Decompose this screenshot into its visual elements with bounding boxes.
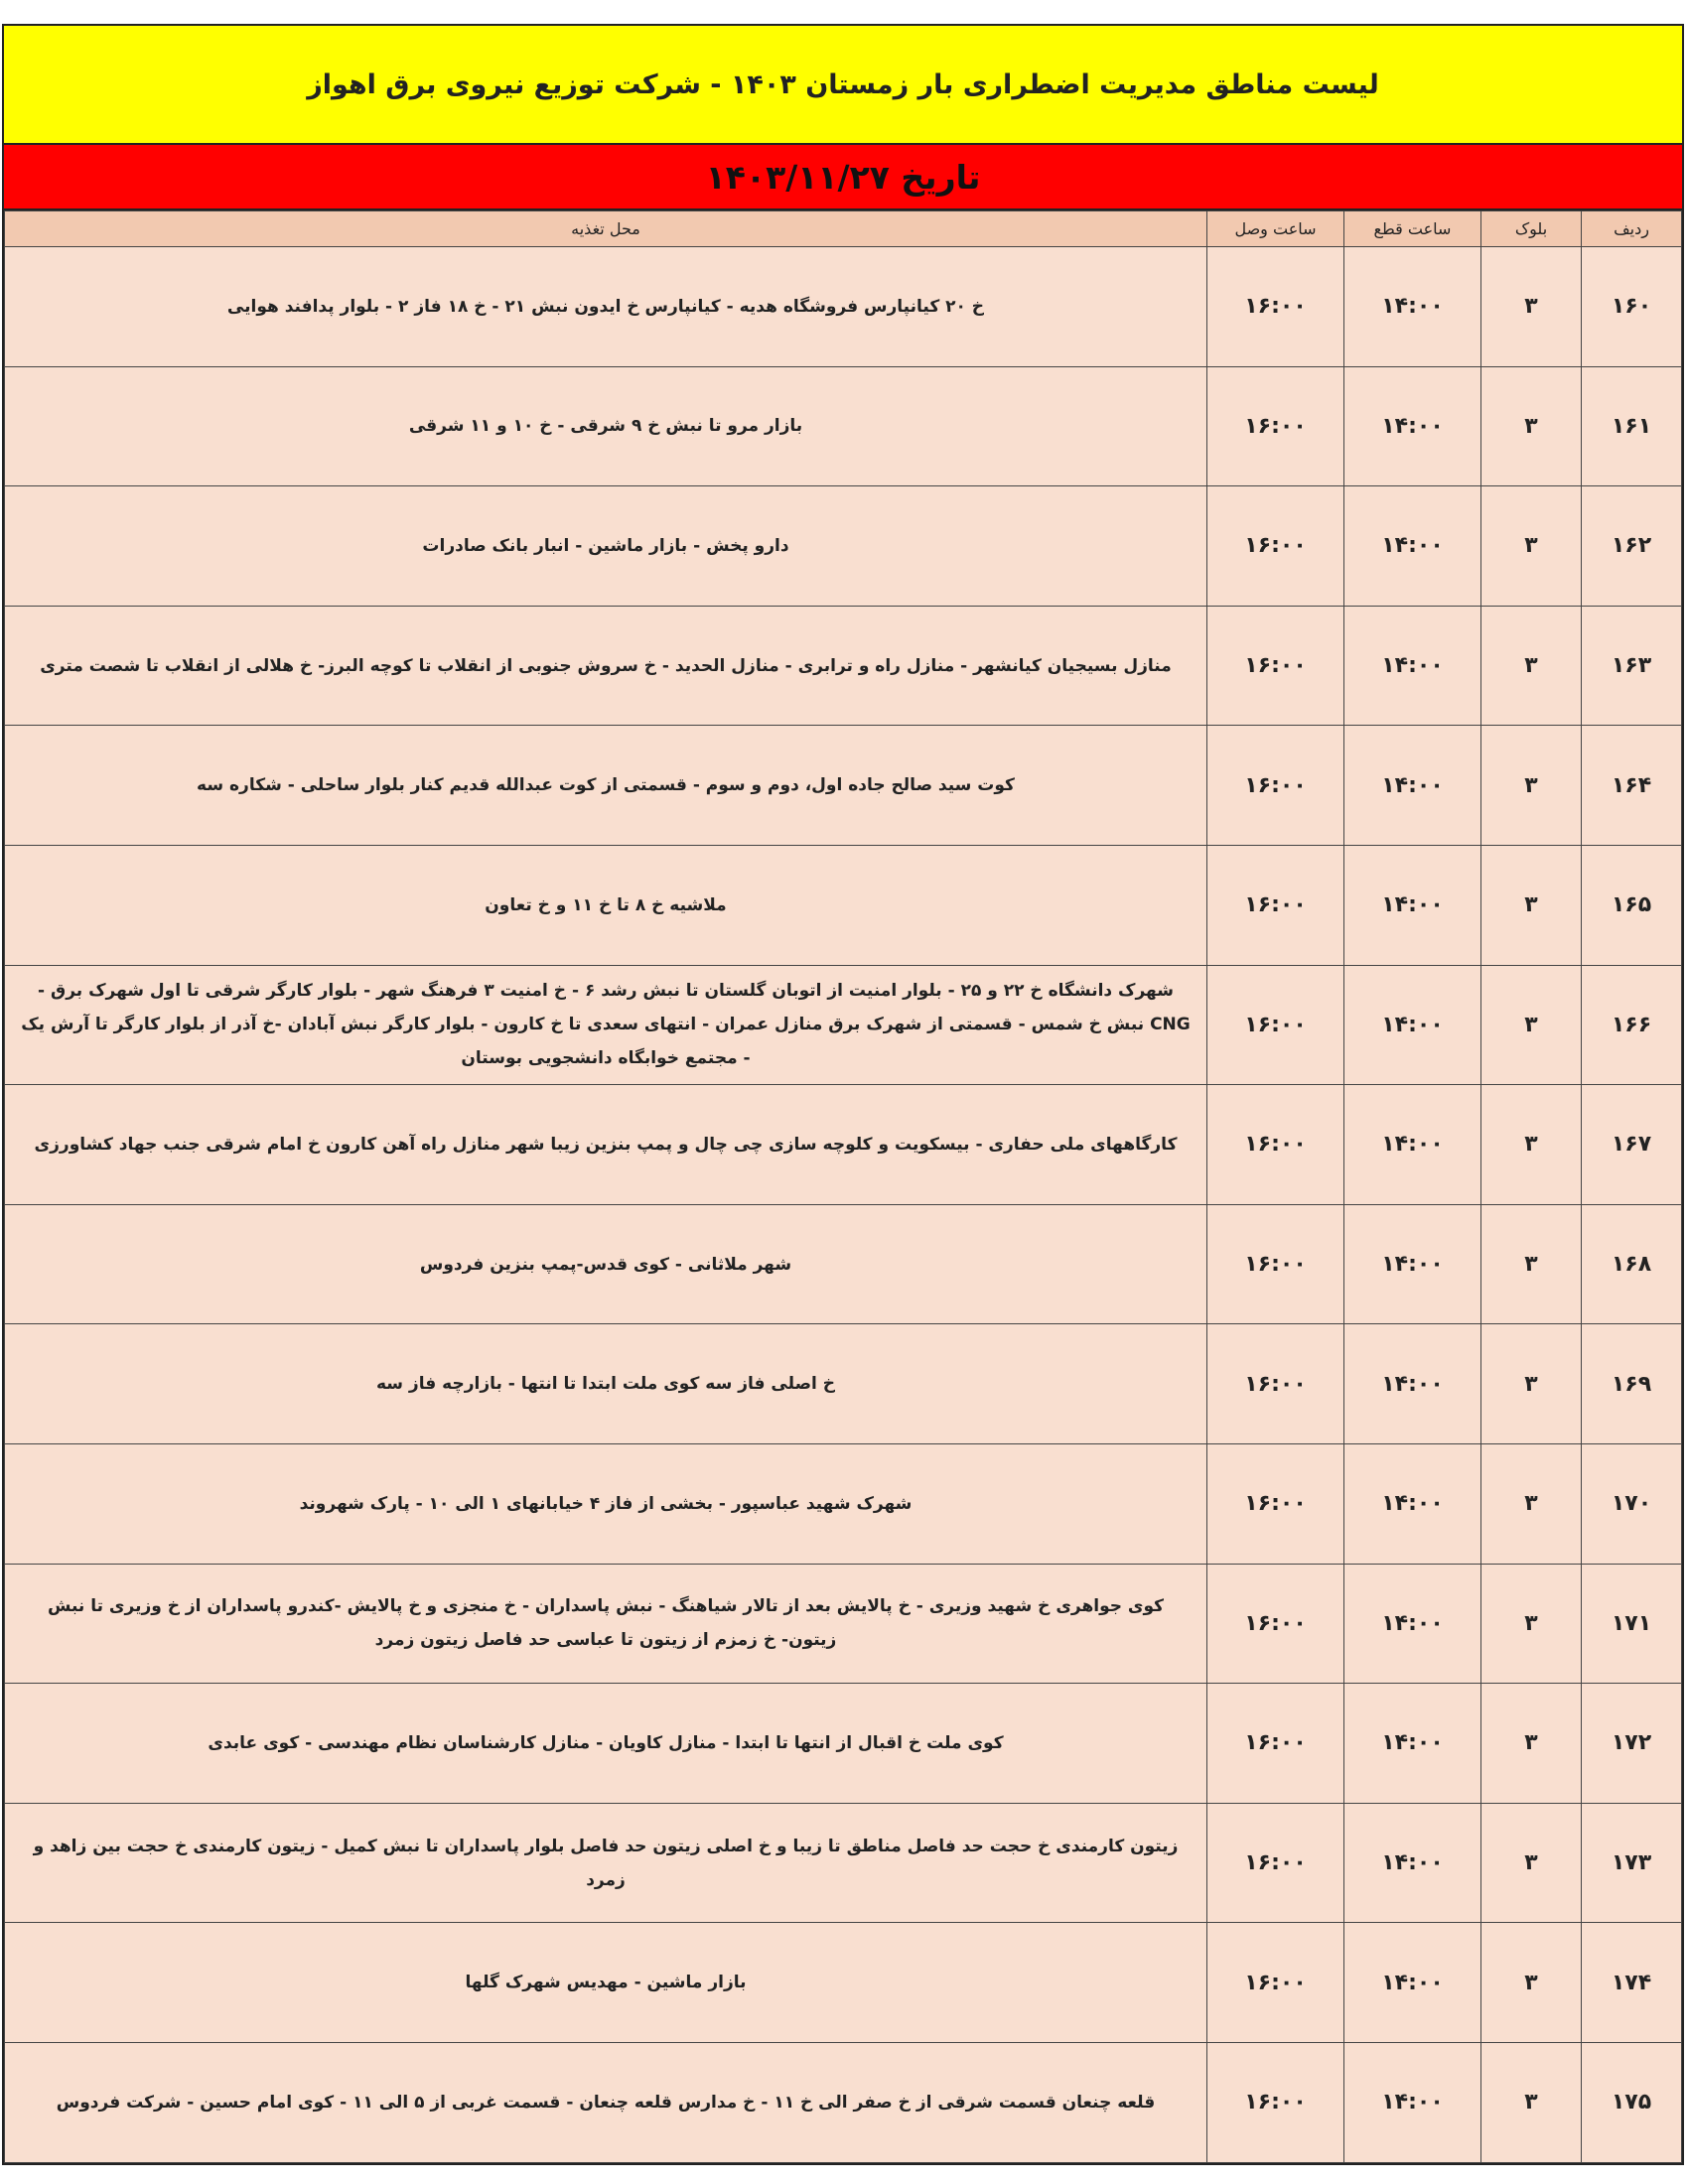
feed-location: کارگاههای ملی حفاری - بیسکویت و کلوچه سازی چی چال و پمپ بنزین زیبا شهر منازل راه آهن کارون خ امام شرقی جنب جهاد کشاورزی [5,1085,1207,1205]
table-row [5,1324,1682,1444]
connect-time: ۱۶:۰۰ [1207,1923,1344,2043]
connect-time: ۱۶:۰۰ [1207,1564,1344,1684]
feed-location: زیتون کارمندی خ حجت حد فاصل مناطق تا زیبا و خ اصلی زیتون حد فاصل بلوار پاسداران تا نبش کمیل - زیتون کارمندی خ حجت بین زاهد و زمرد [5,1803,1207,1923]
block-number: ۳ [1481,1324,1582,1444]
feed-location: ملاشیه خ ۸ تا خ ۱۱ و خ تعاون [5,845,1207,965]
row-number: ۱۶۷ [1582,1085,1682,1205]
column-header-location: محل تغذیه [5,211,1207,247]
block-number: ۳ [1481,1204,1582,1324]
table-row [5,1684,1682,1804]
cut-time: ۱۴:۰۰ [1344,965,1481,1085]
page-title: لیست مناطق مدیریت اضطراری بار زمستان ۱۴۰۳ - شرکت توزیع نیروی برق اهواز [4,26,1682,145]
row-number: ۱۷۵ [1582,2042,1682,2162]
row-number: ۱۶۱ [1582,366,1682,486]
row-number: ۱۷۲ [1582,1684,1682,1804]
row-number: ۱۷۱ [1582,1564,1682,1684]
connect-time: ۱۶:۰۰ [1207,247,1344,367]
column-header-row: ردیف [1582,211,1682,247]
table-row [5,726,1682,846]
cut-time: ۱۴:۰۰ [1344,606,1481,726]
connect-time: ۱۶:۰۰ [1207,486,1344,607]
cut-time: ۱۴:۰۰ [1344,2042,1481,2162]
row-number: ۱۶۸ [1582,1204,1682,1324]
feed-location: کوی ملت خ اقبال از انتها تا ابتدا - منازل کاویان - منازل کارشناسان نظام مهندسی - کوی عابدی [5,1684,1207,1804]
connect-time: ۱۶:۰۰ [1207,2042,1344,2162]
block-number: ۳ [1481,486,1582,607]
row-number: ۱۶۶ [1582,965,1682,1085]
row-number: ۱۶۵ [1582,845,1682,965]
column-header-connect-time: ساعت وصل [1207,211,1344,247]
block-number: ۳ [1481,1443,1582,1564]
feed-location: کوت سید صالح جاده اول، دوم و سوم - قسمتی از کوت عبدالله قدیم کنار بلوار ساحلی - شکاره سه [5,726,1207,846]
feed-location: شهرک دانشگاه خ ۲۲ و ۲۵ - بلوار امنیت از اتوبان گلستان تا نبش رشد ۶ - خ امنیت ۳ فرهنگ شهر - بلوار کارگر شرقی تا اول شهرک برق - CNG نبش خ شمس - قسمتی از شهرک برق منازل عمران - انتهای سعدی تا خ کارون - بلوار کارگر نبش آبادان -خ آذر از بلوار کارگر تا آرش یک - مجتمع خوابگاه دانشجویی بوستان [5,965,1207,1085]
feed-location: شهرک شهید عباسپور - بخشی از فاز ۴ خیابانهای ۱ الی ۱۰ - پارک شهروند [5,1443,1207,1564]
connect-time: ۱۶:۰۰ [1207,1803,1344,1923]
cut-time: ۱۴:۰۰ [1344,486,1481,607]
feed-location: بازار ماشین - مهدیس شهرک گلها [5,1923,1207,2043]
block-number: ۳ [1481,247,1582,367]
feed-location: خ اصلی فاز سه کوی ملت ابتدا تا انتها - بازارچه فاز سه [5,1324,1207,1444]
feed-location: دارو پخش - بازار ماشین - انبار بانک صادرات [5,486,1207,607]
table-row [5,247,1682,367]
block-number: ۳ [1481,2042,1582,2162]
cut-time: ۱۴:۰۰ [1344,366,1481,486]
row-number: ۱۶۳ [1582,606,1682,726]
cut-time: ۱۴:۰۰ [1344,1803,1481,1923]
table-body [5,247,1682,2163]
connect-time: ۱۶:۰۰ [1207,1684,1344,1804]
feed-location: شهر ملاثانی - کوی قدس-پمپ بنزین فردوس [5,1204,1207,1324]
cut-time: ۱۴:۰۰ [1344,1204,1481,1324]
table-header-row [5,211,1682,247]
cut-time: ۱۴:۰۰ [1344,845,1481,965]
cut-time: ۱۴:۰۰ [1344,1684,1481,1804]
table-row [5,1085,1682,1205]
table-row [5,1803,1682,1923]
table-row [5,845,1682,965]
row-number: ۱۶۴ [1582,726,1682,846]
feed-location: بازار مرو تا نبش خ ۹ شرقی - خ ۱۰ و ۱۱ شرقی [5,366,1207,486]
connect-time: ۱۶:۰۰ [1207,845,1344,965]
cut-time: ۱۴:۰۰ [1344,1443,1481,1564]
outage-table [4,210,1682,2163]
connect-time: ۱۶:۰۰ [1207,1324,1344,1444]
block-number: ۳ [1481,1684,1582,1804]
cut-time: ۱۴:۰۰ [1344,726,1481,846]
column-header-block: بلوک [1481,211,1582,247]
connect-time: ۱۶:۰۰ [1207,606,1344,726]
table-row [5,1443,1682,1564]
connect-time: ۱۶:۰۰ [1207,1204,1344,1324]
feed-location: کوی جواهری خ شهید وزیری - خ پالایش بعد از تالار شیاهنگ - نبش پاسداران - خ منجزی و خ پالایش -کندرو پاسداران از خ وزیری تا نبش زیتون- خ زمزم از زیتون تا عباسی حد فاصل زیتون زمرد [5,1564,1207,1684]
connect-time: ۱۶:۰۰ [1207,366,1344,486]
table-row [5,965,1682,1085]
row-number: ۱۷۴ [1582,1923,1682,2043]
feed-location: منازل بسیجیان کیانشهر - منازل راه و ترابری - منازل الحدید - خ سروش جنوبی از انقلاب تا کوچه البرز- خ هلالی از انقلاب تا شصت متری [5,606,1207,726]
table-row [5,366,1682,486]
table-row [5,606,1682,726]
block-number: ۳ [1481,1564,1582,1684]
cut-time: ۱۴:۰۰ [1344,1923,1481,2043]
row-number: ۱۶۹ [1582,1324,1682,1444]
schedule-date: تاریخ ۱۴۰۳/۱۱/۲۷ [4,145,1682,210]
row-number: ۱۶۲ [1582,486,1682,607]
table-row [5,486,1682,607]
feed-location: قلعه چنعان قسمت شرقی از خ صفر الی خ ۱۱ - خ مدارس قلعه چنعان - قسمت غربی از ۵ الی ۱۱ - کوی امام حسین - شرکت فردوس [5,2042,1207,2162]
table-row [5,1204,1682,1324]
table-row [5,1923,1682,2043]
outage-schedule-sheet [2,24,1684,2165]
connect-time: ۱۶:۰۰ [1207,726,1344,846]
row-number: ۱۷۳ [1582,1803,1682,1923]
block-number: ۳ [1481,1085,1582,1205]
feed-location: خ ۲۰ کیانپارس فروشگاه هدیه - کیانپارس خ ایدون نبش ۲۱ - خ ۱۸ فاز ۲ - بلوار پدافند هوایی [5,247,1207,367]
column-header-cut-time: ساعت قطع [1344,211,1481,247]
connect-time: ۱۶:۰۰ [1207,965,1344,1085]
block-number: ۳ [1481,845,1582,965]
cut-time: ۱۴:۰۰ [1344,247,1481,367]
cut-time: ۱۴:۰۰ [1344,1324,1481,1444]
connect-time: ۱۶:۰۰ [1207,1443,1344,1564]
cut-time: ۱۴:۰۰ [1344,1085,1481,1205]
row-number: ۱۶۰ [1582,247,1682,367]
block-number: ۳ [1481,726,1582,846]
block-number: ۳ [1481,965,1582,1085]
block-number: ۳ [1481,366,1582,486]
table-row [5,2042,1682,2162]
block-number: ۳ [1481,1803,1582,1923]
table-row [5,1564,1682,1684]
connect-time: ۱۶:۰۰ [1207,1085,1344,1205]
row-number: ۱۷۰ [1582,1443,1682,1564]
block-number: ۳ [1481,1923,1582,2043]
cut-time: ۱۴:۰۰ [1344,1564,1481,1684]
block-number: ۳ [1481,606,1582,726]
